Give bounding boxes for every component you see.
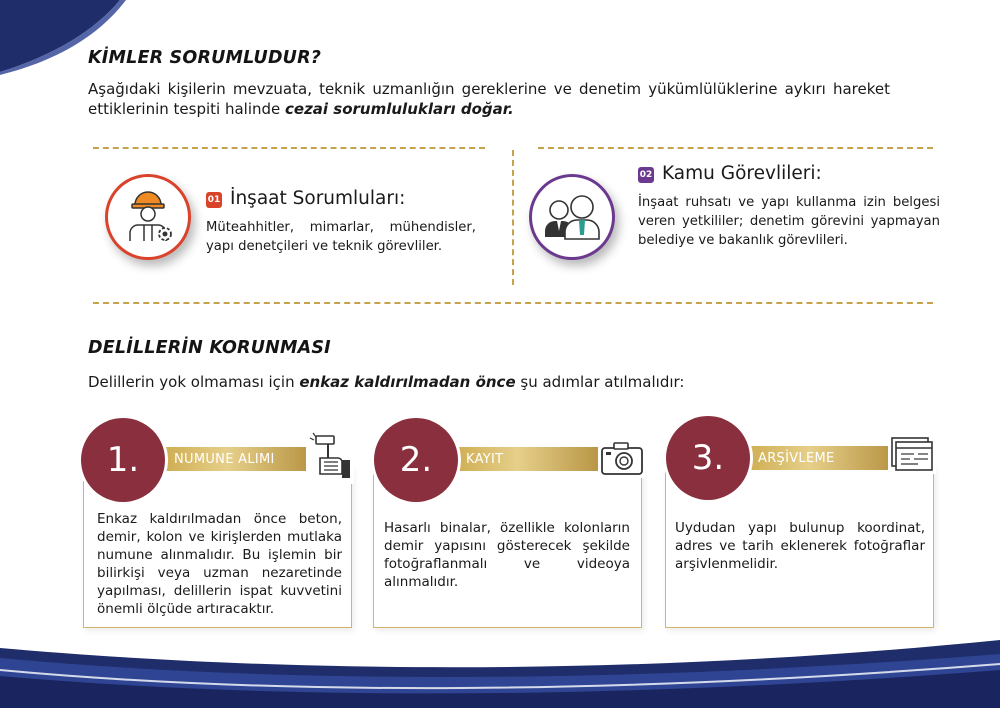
step-number-2: 2. <box>374 418 458 502</box>
step-label: KAYIT <box>466 451 504 467</box>
officials-icon <box>529 174 615 260</box>
camera-icon <box>598 438 646 478</box>
intro-tail: şu adımlar atılmalıdır: <box>515 373 685 391</box>
step-text-3: Uydudan yapı bulunup koordinat, adres ve tarih eklenerek fotoğraflar arşivlenmelidir. <box>675 520 925 572</box>
hammer-hand-icon <box>306 432 354 484</box>
role-badge-02: 02 <box>638 167 654 183</box>
role-title-construction: İnşaat Sorumluları: <box>230 188 406 209</box>
divider-bottom <box>93 302 933 304</box>
step-label: NUMUNE ALIMI <box>174 451 275 467</box>
intro-emphasis: cezai sorumlulukları doğar. <box>285 100 514 118</box>
step-text-2: Hasarlı binalar, özellikle kolonların demir yapısını gösterecek şekilde fotoğraflanmalı ve videoya alınmalıdır. <box>384 520 630 590</box>
divider-top-left <box>93 147 485 149</box>
step-text-1: Enkaz kaldırılmadan önce beton, demir, kolon ve kirişlerden mutlaka numune alınmalıdır. Bu işlemin bir bilirkişi veya uzman nezaretinde yapılması, delillerin ispat kuvvetini önemli ölçüde artıracaktır. <box>97 511 342 617</box>
section2-intro <box>88 372 888 392</box>
bottom-wave <box>0 640 1000 708</box>
intro-text: Delillerin yok olmaması için <box>88 373 300 391</box>
role-badge-01: 01 <box>206 192 222 208</box>
step-number-1: 1. <box>81 418 165 502</box>
step-label: ARŞİVLEME <box>758 450 835 466</box>
step-banner-3 <box>732 446 904 470</box>
archive-document-icon <box>888 434 936 474</box>
step-banner-1 <box>150 447 322 471</box>
section-title-responsible: KİMLER SORUMLUDUR? <box>88 48 322 68</box>
role-title-officials: Kamu Görevlileri: <box>662 163 822 184</box>
divider-vertical <box>512 150 514 285</box>
step-number-3: 3. <box>666 416 750 500</box>
divider-top-right <box>538 147 933 149</box>
construction-worker-icon <box>105 174 191 260</box>
role-desc-construction: Müteahhitler, mimarlar, mühendisler, yapı denetçileri ve teknik görevliler. <box>206 220 476 254</box>
step-banner-2 <box>440 447 612 471</box>
role-desc-officials: İnşaat ruhsatı ve yapı kullanma izin belgesi veren yetkililer; denetim görevini yapmayan belediye ve bakanlık görevlileri. <box>638 195 940 248</box>
intro-emphasis: enkaz kaldırılmadan önce <box>299 373 516 391</box>
intro-text: Aşağıdaki kişilerin mevzuata, teknik uzmanlığın gereklerine ve denetim yükümlülüklerine aykırı hareket ettiklerinin tespiti halinde <box>88 80 890 118</box>
section1-intro <box>88 79 890 119</box>
section-title-evidence: DELİLLERİN KORUNMASI <box>88 338 331 358</box>
